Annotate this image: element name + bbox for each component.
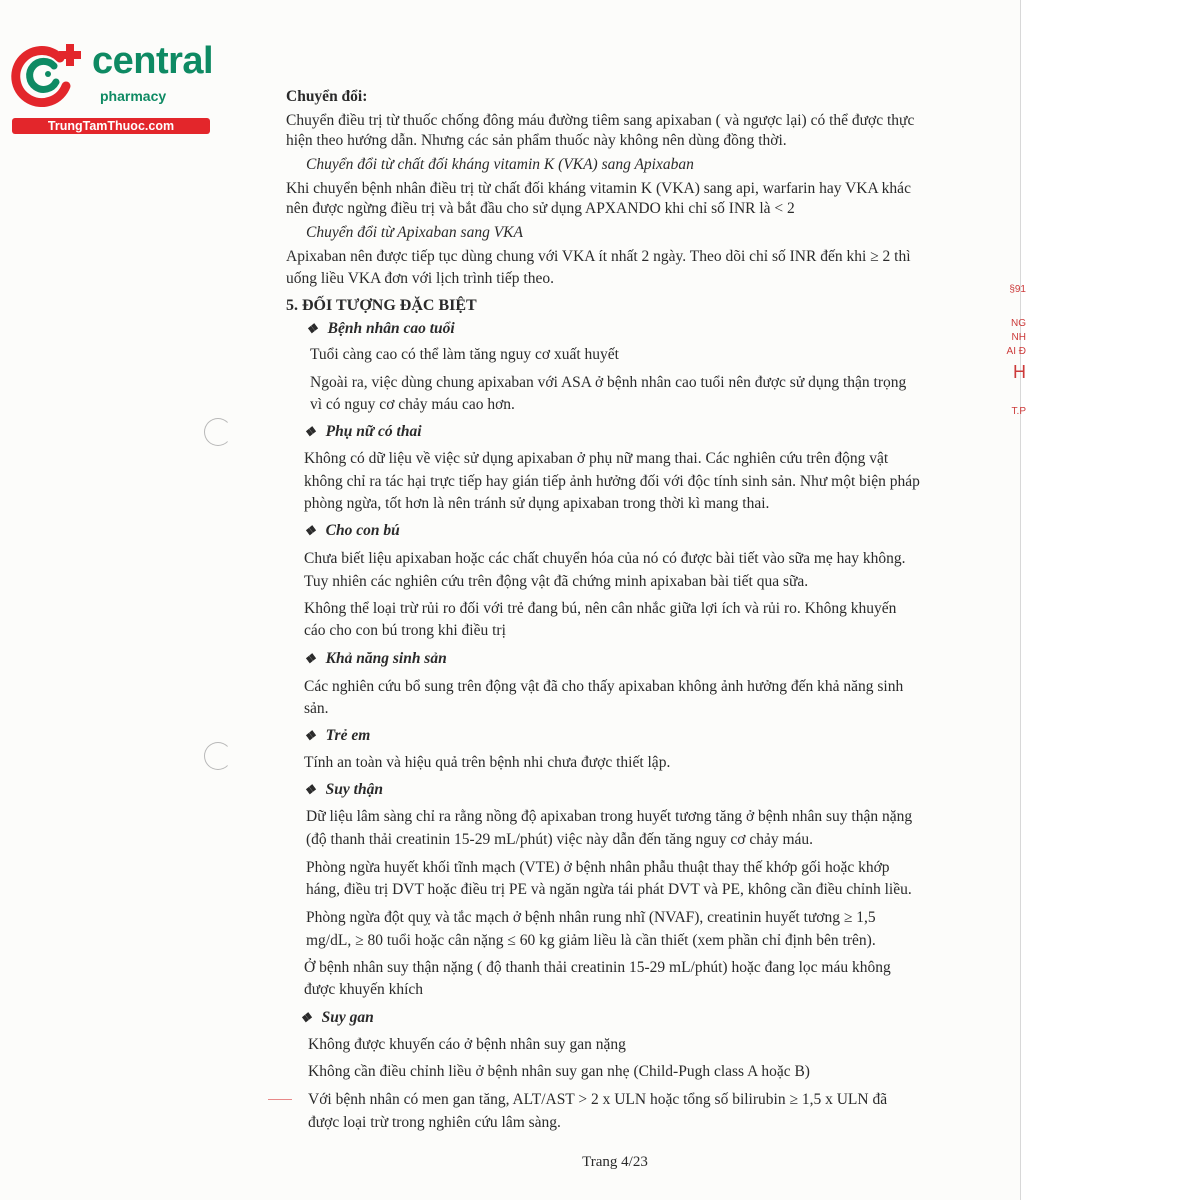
paragraph-line: Không có dữ liệu về việc sử dụng apixaban ở phụ nữ mang thai. Các nghiên cứu trên động vật bbox=[304, 450, 889, 467]
bullet-diamond-icon: ❖ bbox=[300, 1010, 312, 1025]
logo-mark-icon bbox=[10, 38, 90, 114]
subsection-heading-renal: ❖ Suy thận bbox=[304, 779, 383, 801]
paragraph-line: Ở bệnh nhân suy thận nặng ( độ thanh thải creatinin 15-29 mL/phút) hoặc đang lọc máu không bbox=[304, 959, 891, 976]
apixaban-to-vka-heading: Chuyển đổi từ Apixaban sang VKA bbox=[306, 224, 523, 241]
stamp-fragment: NG bbox=[1011, 318, 1026, 329]
logo-site-url[interactable]: TrungTamThuoc.com bbox=[12, 118, 210, 134]
paragraph-line: Với bệnh nhân có men gan tăng, ALT/AST > 2 x ULN hoặc tổng số bilirubin ≥ 1,5 x ULN đã bbox=[308, 1091, 888, 1108]
paragraph-line: Apixaban nên được tiếp tục dùng chung với VKA ít nhất 2 ngày. Theo dõi chỉ số INR đến khi ≥ 2 thì bbox=[286, 248, 911, 265]
conversion-heading: Chuyển đổi: bbox=[286, 88, 368, 105]
stamp-fragment: §91 bbox=[1009, 284, 1026, 295]
subsection-heading-hepatic: ❖ Suy gan bbox=[300, 1007, 374, 1029]
paragraph-line: Không thể loại trừ rủi ro đối với trẻ đang bú, nên cân nhắc giữa lợi ích và rủi ro. Không khuyến bbox=[304, 600, 897, 617]
paragraph-line: Các nghiên cứu bổ sung trên động vật đã cho thấy apixaban không ảnh hưởng đến khả năng sinh bbox=[304, 678, 904, 695]
paragraph-line: nên được ngừng điều trị và bắt đầu cho sử dụng APXANDO khi chỉ số INR là < 2 bbox=[286, 200, 795, 217]
subsection-heading-elderly: ❖ Bệnh nhân cao tuổi bbox=[306, 318, 455, 340]
paragraph-line: không chỉ ra tác hại trực tiếp hay gián tiếp ảnh hưởng đối với độc tính sinh sản. Như một biện pháp bbox=[304, 473, 920, 490]
bullet-diamond-icon: ❖ bbox=[304, 523, 316, 538]
punch-hole bbox=[204, 742, 232, 770]
paragraph-line: Phòng ngừa huyết khối tĩnh mạch (VTE) ở bệnh nhân phẫu thuật thay thế khớp gối hoặc khớp bbox=[306, 859, 890, 876]
page-margin-background bbox=[1020, 0, 1200, 1200]
stamp-fragment: AI Đ bbox=[1006, 346, 1026, 357]
paragraph-line: háng, điều trị DVT hoặc điều trị PE và ngăn ngừa tái phát DVT và PE, không cần điều chỉnh liều. bbox=[306, 881, 912, 898]
paragraph-line: hiện theo hướng dẫn. Nhưng các sản phẩm thuốc này không nên dùng đồng thời. bbox=[286, 132, 787, 149]
paragraph-line: Không cần điều chỉnh liều ở bệnh nhân suy gan nhẹ (Child-Pugh class A hoặc B) bbox=[308, 1063, 810, 1080]
bullet-diamond-icon: ❖ bbox=[304, 782, 316, 797]
logo-brand-name: central bbox=[92, 40, 214, 82]
paragraph-line: Chưa biết liệu apixaban hoặc các chất chuyển hóa của nó có được bài tiết vào sữa mẹ hay không. bbox=[304, 550, 906, 567]
paragraph-line: Dữ liệu lâm sàng chỉ ra rằng nồng độ apixaban trong huyết tương tăng ở bệnh nhân suy thận nặng bbox=[306, 808, 913, 825]
stamp-fragment: H bbox=[1013, 362, 1026, 382]
subsection-heading-fertility: ❖ Khả năng sinh sản bbox=[304, 648, 447, 670]
subsection-heading-breastfeeding: ❖ Cho con bú bbox=[304, 520, 400, 542]
stamp-fragment: NH bbox=[1011, 332, 1026, 343]
paragraph-line: được loại trừ trong nghiên cứu lâm sàng. bbox=[308, 1114, 561, 1131]
subsection-heading-pregnancy: ❖ Phụ nữ có thai bbox=[304, 421, 422, 443]
paragraph-line: Ngoài ra, việc dùng chung apixaban với ASA ở bệnh nhân cao tuổi nên được sử dụng thận trọng bbox=[310, 374, 907, 391]
paragraph-line: Tính an toàn và hiệu quả trên bệnh nhi chưa được thiết lập. bbox=[304, 754, 671, 771]
bullet-diamond-icon: ❖ bbox=[304, 424, 316, 439]
paragraph-line: cáo cho con bú trong khi điều trị bbox=[304, 622, 506, 639]
bullet-diamond-icon: ❖ bbox=[304, 651, 316, 666]
punch-hole bbox=[204, 418, 232, 446]
page-number: Trang 4/23 bbox=[582, 1154, 648, 1170]
paragraph-line: uống liều VKA đơn với lịch trình tiếp theo. bbox=[286, 270, 554, 287]
subsection-heading-children: ❖ Trẻ em bbox=[304, 725, 370, 747]
vka-to-apixaban-heading: Chuyển đổi từ chất đối kháng vitamin K (VKA) sang Apixaban bbox=[306, 156, 694, 173]
paragraph-line: Phòng ngừa đột quỵ và tắc mạch ở bệnh nhân rung nhĩ (NVAF), creatinin huyết tương ≥ 1,5 bbox=[306, 909, 876, 926]
stamp-fragment: T.P bbox=[1011, 406, 1026, 417]
paragraph-line: Khi chuyển bệnh nhân điều trị từ chất đối kháng vitamin K (VKA) sang api, warfarin hay VKA khác bbox=[286, 180, 911, 197]
paragraph-line: phòng ngừa, tốt hơn là nên tránh sử dụng apixaban trong thời kì mang thai. bbox=[304, 495, 770, 512]
margin-mark bbox=[268, 1099, 292, 1100]
paragraph-line: vì có nguy cơ chảy máu cao hơn. bbox=[310, 396, 515, 413]
bullet-diamond-icon: ❖ bbox=[306, 321, 318, 336]
paragraph-line: Tuổi càng cao có thể làm tăng nguy cơ xuất huyết bbox=[310, 346, 619, 363]
paragraph-line: mg/dL, ≥ 80 tuổi hoặc cân nặng ≤ 60 kg giảm liều là cần thiết (xem phần chỉ định bên trên). bbox=[306, 932, 876, 949]
bullet-diamond-icon: ❖ bbox=[304, 728, 316, 743]
section-5-heading: 5. ĐỐI TƯỢNG ĐẶC BIỆT bbox=[286, 297, 477, 314]
paragraph-line: sản. bbox=[304, 700, 329, 717]
page-edge-line bbox=[1020, 0, 1021, 1200]
paragraph-line: Chuyển điều trị từ thuốc chống đông máu đường tiêm sang apixaban ( và ngược lại) có thể được thực bbox=[286, 112, 915, 129]
paragraph-line: (độ thanh thải creatinin 15-29 mL/phút) việc này dẫn đến tăng nguy cơ chảy máu. bbox=[306, 831, 814, 848]
paragraph-line: Tuy nhiên các nghiên cứu trên động vật đã chứng minh apixaban bài tiết qua sữa. bbox=[304, 573, 809, 590]
paragraph-line: được khuyến khích bbox=[304, 981, 424, 998]
paragraph-line: Không được khuyến cáo ở bệnh nhân suy gan nặng bbox=[308, 1036, 626, 1053]
central-pharmacy-logo[interactable] bbox=[10, 38, 214, 134]
logo-sub-name: pharmacy bbox=[100, 88, 167, 104]
